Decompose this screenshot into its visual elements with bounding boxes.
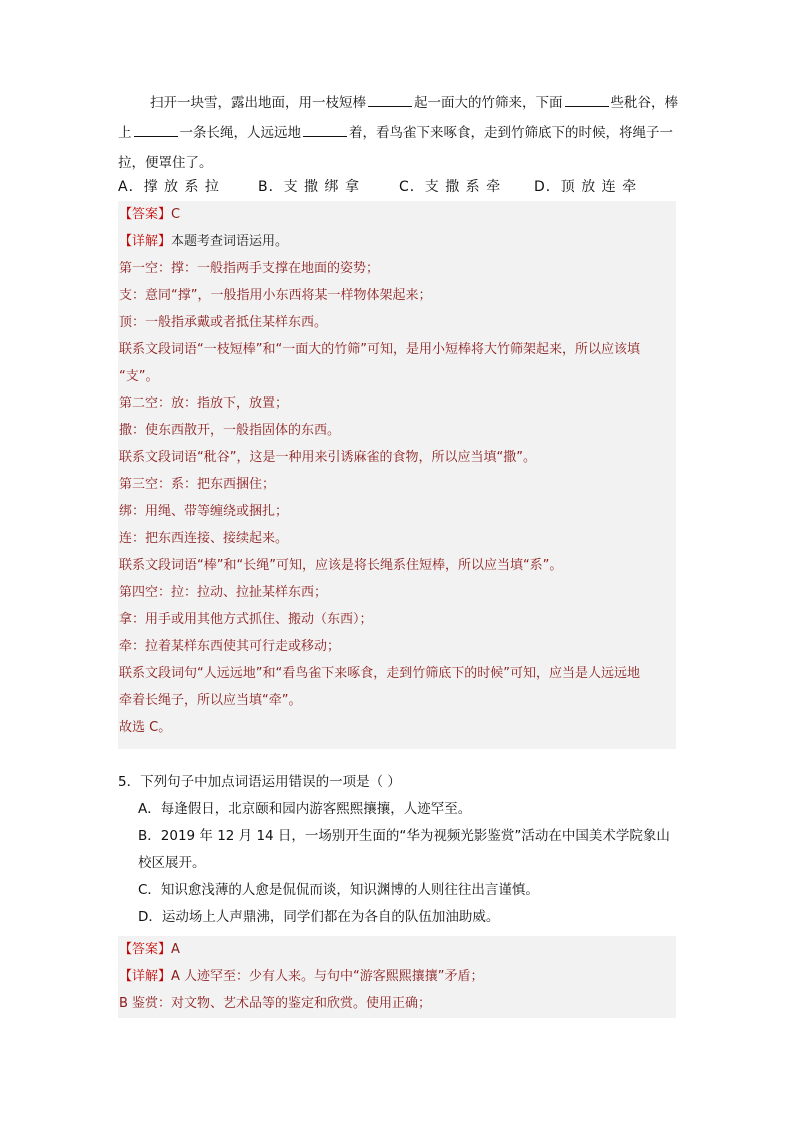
answer-block-1 xyxy=(118,201,676,749)
fill-blank-1 xyxy=(368,91,412,107)
detail-line: 【详解】A 人迹罕至：少有人来。与句中“游客熙熙攘攘”矛盾； xyxy=(119,969,484,984)
option-d: D．顶 放 连 牵 xyxy=(534,179,638,195)
choice-a: A．每逢假日，北京颐和园内游客熙熙攘攘，人迹罕至。 xyxy=(138,801,472,817)
detail-text-line: 联系文段词语“棒”和“长绳”可知，应该是将长绳系住短棒，所以应当填“系”。 xyxy=(119,558,563,573)
detail-text-line: 拿：用手或用其他方式抓住、搬动（东西）； xyxy=(119,612,373,627)
reading-passage xyxy=(118,88,678,178)
detail-text-line: 故选 C。 xyxy=(119,720,172,735)
answer-line: 【答案】A xyxy=(119,942,180,957)
option-a: A．撑 放 系 拉 xyxy=(118,179,220,195)
detail-text-line: 绑：用绳、带等缠绕或捆扎； xyxy=(119,504,289,519)
passage-line-2: 上 一条长绳，人远远地 着，看鸟雀下来啄食，走到竹筛底下的时候，将绳子一 xyxy=(118,118,678,148)
question-5 xyxy=(118,769,678,931)
answer-options xyxy=(118,176,637,196)
choice-c: C．知识愈浅薄的人愈是侃侃而谈，知识渊博的人则往往出言谨慎。 xyxy=(138,882,539,898)
answer-block-2 xyxy=(118,936,676,1018)
detail-text-line: 牵：拉着某样东西使其可行走或移动； xyxy=(119,639,341,654)
passage-line-3: 拉，便罩住了。 xyxy=(118,155,213,171)
detail-text-line: 第二空：放：指放下，放置； xyxy=(119,396,289,411)
detail-text-line: 支：意同“撑”，一般指用小东西将某一样物体架起来； xyxy=(119,288,432,303)
choice-b: B．2019 年 12 月 14 日，一场别开生面的“华为视频光影鉴赏”活动在中国美术学院象山 xyxy=(138,828,670,844)
detail-text-line: 联系文段词语“秕谷”，这是一种用来引诱麻雀的食物，所以应当填“撒”。 xyxy=(119,450,536,465)
choice-b-continued: 校区展开。 xyxy=(138,855,206,871)
detail-text-line: 联系文段词句“人远远地”和“看鸟雀下来啄食，走到竹筛底下的时候”可知，应当是人远远地 xyxy=(119,666,640,681)
detail-text-line: 第一空：撑：一般指两手支撑在地面的姿势； xyxy=(119,261,380,276)
detail-text-line: 第四空：拉：拉动、拉扯某样东西； xyxy=(119,585,328,600)
fill-blank-2 xyxy=(565,91,609,107)
detail-text-line: 牵着长绳子，所以应当填“牵”。 xyxy=(119,693,302,708)
detail-text-line: “支”。 xyxy=(119,369,159,384)
detail-text-line: B 鉴赏：对文物、艺术品等的鉴定和欣赏。使用正确； xyxy=(119,996,432,1011)
passage-line-1: 扫开一块雪，露出地面，用一枝短棒 起一面大的竹筛来，下面 些秕谷，棒 xyxy=(118,88,678,118)
detail-text-line: 连：把东西连接、接续起来。 xyxy=(119,531,289,546)
choice-d: D．运动场上人声鼎沸，同学们都在为各自的队伍加油助威。 xyxy=(138,909,500,925)
fill-blank-3 xyxy=(134,121,178,137)
option-b: B．支 撒 绑 拿 xyxy=(258,179,360,195)
option-c: C．支 撒 系 牵 xyxy=(399,179,502,195)
detail-text-line: 联系文段词语“一枝短棒”和“一面大的竹筛”可知，是用小短棒将大竹筛架起来，所以应该填 xyxy=(119,342,640,357)
detail-text-line: 第三空：系：把东西捆住； xyxy=(119,477,276,492)
answer-line: 【答案】C xyxy=(119,207,181,222)
question-stem: 5．下列句子中加点词语运用错误的一项是（ ） xyxy=(118,774,401,790)
detail-line: 【详解】本题考查词语运用。 xyxy=(119,234,289,249)
fill-blank-4 xyxy=(303,121,347,137)
detail-text-line: 顶：一般指承戴或者抵住某样东西。 xyxy=(119,315,328,330)
detail-text-line: 撒：使东西散开，一般指固体的东西。 xyxy=(119,423,341,438)
